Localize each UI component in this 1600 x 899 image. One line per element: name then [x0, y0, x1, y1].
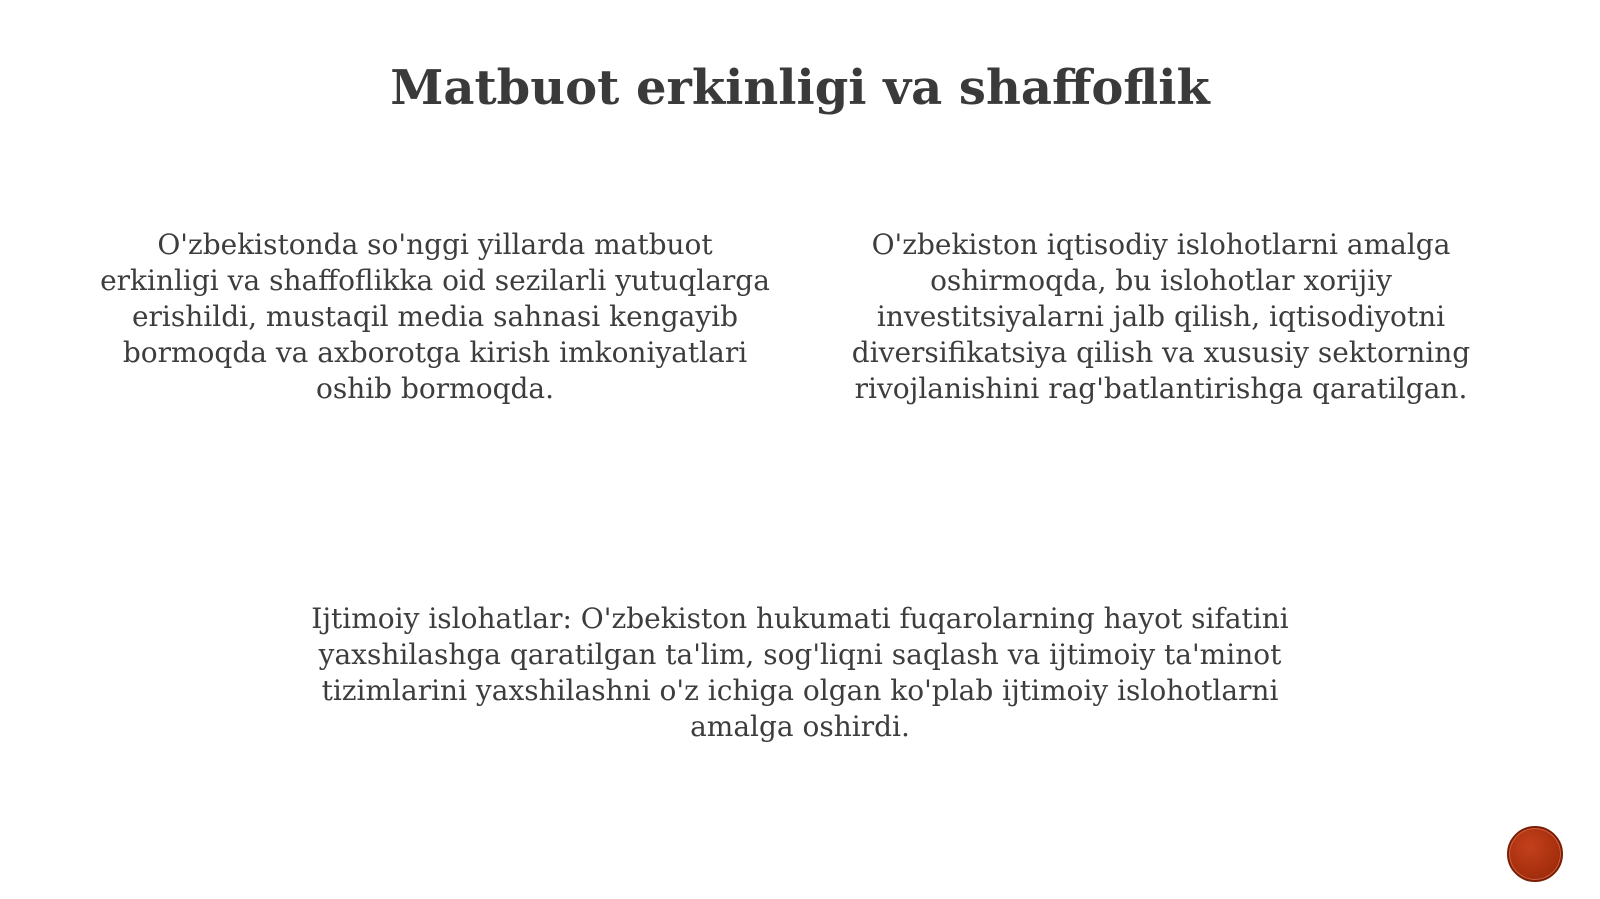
slide-title: Matbuot erkinligi va shaffoflik — [390, 60, 1210, 116]
paragraph-economic-reforms: O'zbekiston iqtisodiy islohotlarni amalga oshirmoqda, bu islohotlar xorijiy investitsiyalarni jalb qilish, iqtisodiyotni diversifikatsiya qilish va xususiy sektorning rivojlanishini rag'batlantirishga qaratilgan. — [851, 228, 1471, 405]
paragraph-social-reforms: Ijtimoiy islohatlar: O'zbekiston hukumati fuqarolarning hayot sifatini yaxshilashga qaratilgan ta'lim, sog'liqni saqlash va ijtimoiy ta'minot tizimlarini yaxshilashni o'z ichiga olgan ko'plab ijtimoiy islohotlarni amalga oshirdi. — [311, 602, 1289, 743]
paragraph-press-freedom: O'zbekistonda so'nggi yillarda matbuot erkinligi va shaffoflikka oid sezilarli yutuqlarga erishildi, mustaqil media sahnasi kengayib bormoqda va axborotga kirish imkoniyatlari oshib bormoqda. — [100, 228, 770, 405]
circle-nav-icon[interactable] — [1507, 826, 1563, 882]
